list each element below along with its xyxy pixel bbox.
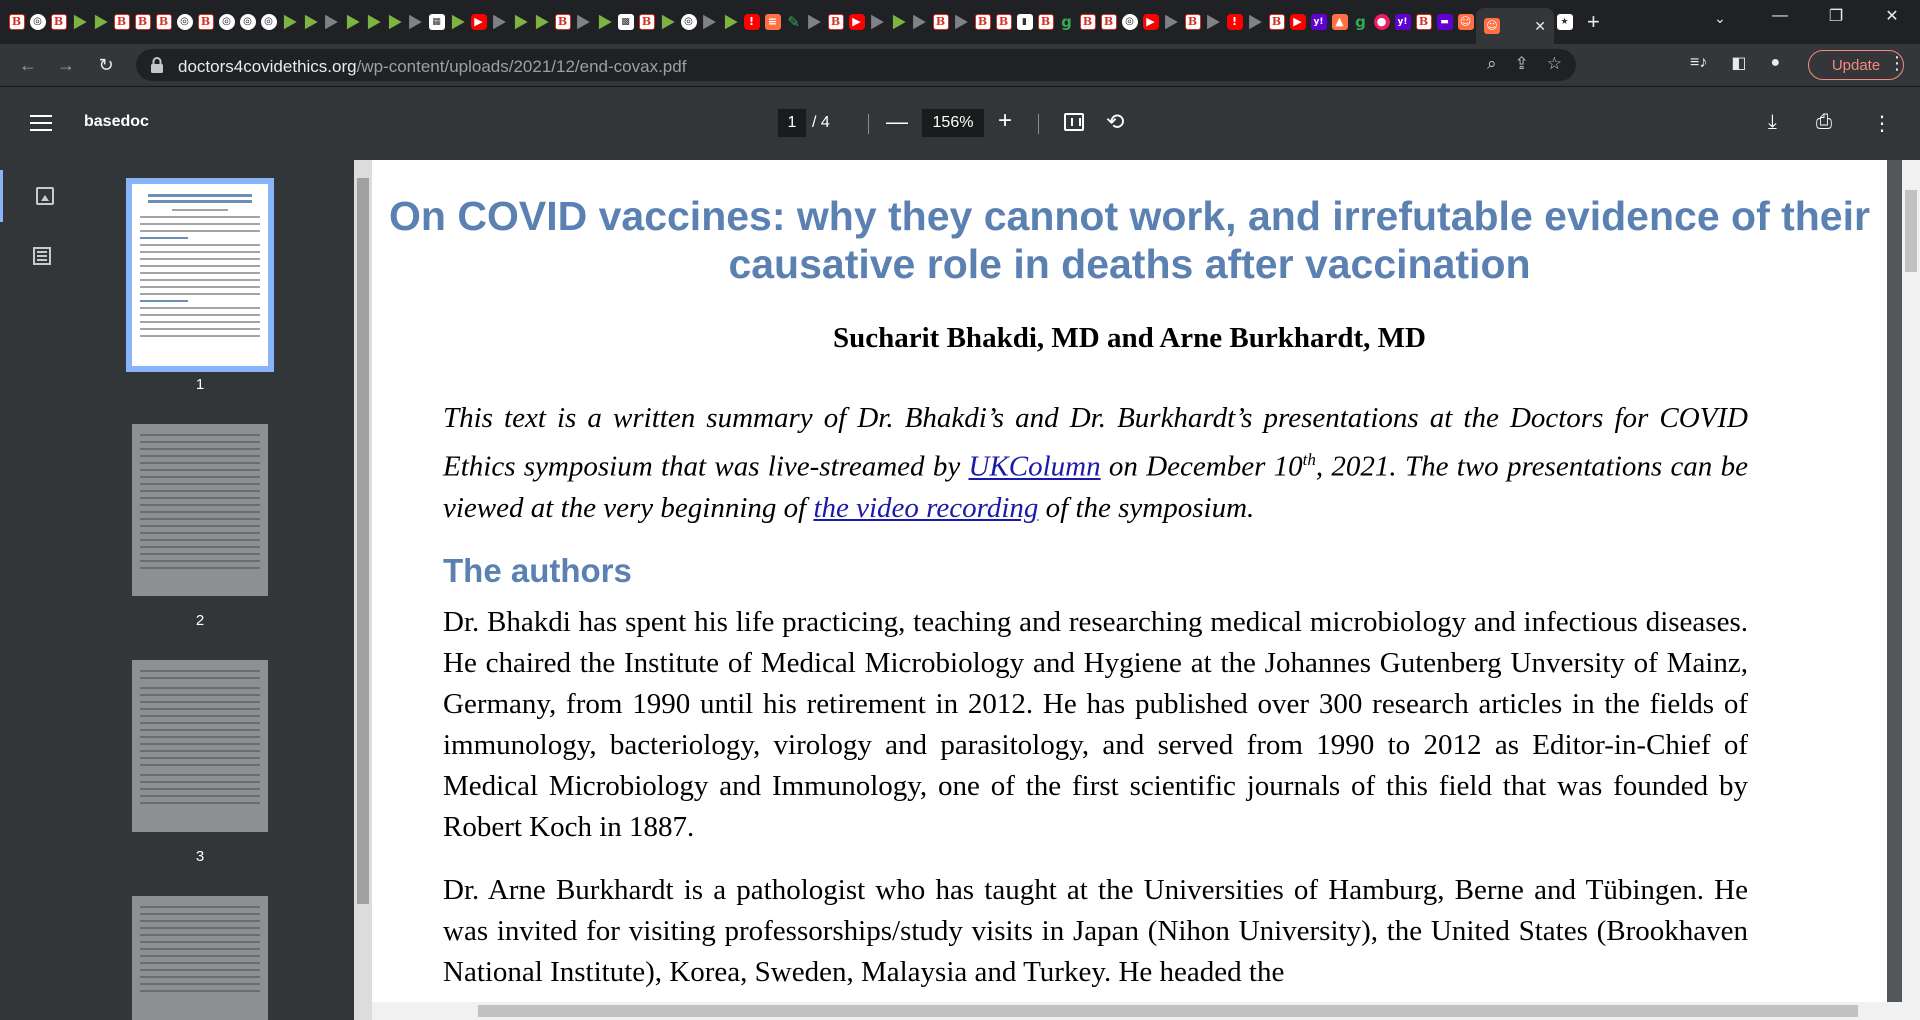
- arrow-favicon-icon: [954, 14, 970, 30]
- tab[interactable]: [48, 8, 69, 36]
- pdf-page: [372, 160, 1887, 1004]
- bitchute-favicon-icon: B: [1038, 14, 1054, 30]
- tab[interactable]: [489, 8, 510, 36]
- tab[interactable]: [1350, 8, 1371, 36]
- play-favicon-icon: [387, 14, 403, 30]
- tab[interactable]: [825, 8, 846, 36]
- scrollbar-thumb[interactable]: [357, 178, 369, 904]
- bitchute-favicon-icon: B: [555, 14, 571, 30]
- tab[interactable]: [846, 8, 867, 36]
- bitchute-favicon-icon: B: [828, 14, 844, 30]
- tab[interactable]: [132, 8, 153, 36]
- tab[interactable]: [1287, 8, 1308, 36]
- page-thumbnail[interactable]: [132, 184, 268, 366]
- close-tab-icon[interactable]: ✕: [1534, 17, 1546, 34]
- bitchute-favicon-icon: B: [975, 14, 991, 30]
- tab[interactable]: [1035, 8, 1056, 36]
- page-thumbnail[interactable]: [132, 896, 268, 1020]
- body-paragraph: Dr. Arne Burkhardt is a pathologist who has taught at the Universities of Hamburg, Berne and Tübingen. He was invited for visiting professorships/study visits in Japan (Nihon University), the United States (Brookhaven National Institute), Korea, Sweden, Malaysia and Turkey. He headed the: [443, 874, 1748, 988]
- tab[interactable]: [216, 8, 237, 36]
- bitchute-favicon-icon: B: [198, 14, 214, 30]
- rumble-favicon-icon: ◎: [261, 14, 277, 30]
- mail-favicon-icon: ▬: [1437, 14, 1453, 30]
- url-text[interactable]: [178, 57, 686, 77]
- play-favicon-icon: [891, 14, 907, 30]
- minimize-icon[interactable]: —: [1772, 7, 1788, 24]
- tab[interactable]: [657, 8, 678, 36]
- rumble-favicon-icon: ◎: [1122, 14, 1138, 30]
- tab[interactable]: [804, 8, 825, 36]
- tab[interactable]: [1245, 8, 1266, 36]
- page-thumbnail[interactable]: [132, 424, 268, 596]
- tab[interactable]: [174, 8, 195, 36]
- tab[interactable]: [1161, 8, 1182, 36]
- rumble-favicon-icon: ◎: [30, 14, 46, 30]
- yahoo-favicon-icon: y!: [1311, 14, 1327, 30]
- tab[interactable]: [1077, 8, 1098, 36]
- arrow-favicon-icon: [576, 14, 592, 30]
- browser-menu-icon[interactable]: ⋮: [1888, 53, 1906, 73]
- page-thumbnail[interactable]: [132, 660, 268, 832]
- tab[interactable]: [1392, 8, 1413, 36]
- play-favicon-icon: [282, 14, 298, 30]
- youtube-favicon-icon: !: [744, 14, 760, 30]
- tab[interactable]: [237, 8, 258, 36]
- checker-favicon-icon: ▩: [618, 14, 634, 30]
- rumble-favicon-icon: ◎: [177, 14, 193, 30]
- more-actions-icon[interactable]: ⋮: [1872, 113, 1892, 135]
- tab[interactable]: [279, 8, 300, 36]
- arrow-favicon-icon: [408, 14, 424, 30]
- thumbnail-page-number: 1: [195, 376, 205, 393]
- lock-icon: [150, 57, 164, 73]
- tab[interactable]: [90, 8, 111, 36]
- menu-icon[interactable]: [30, 115, 52, 131]
- tab[interactable]: [972, 8, 993, 36]
- play-favicon-icon: [93, 14, 109, 30]
- tab[interactable]: [195, 8, 216, 36]
- bitchute-favicon-icon: B: [156, 14, 172, 30]
- star-favicon-icon: ★: [1557, 14, 1573, 30]
- drive-favicon-icon: ▲: [1332, 14, 1348, 30]
- play-favicon-icon: [597, 14, 613, 30]
- bitchute-favicon-icon: B: [639, 14, 655, 30]
- tab[interactable]: [783, 8, 804, 36]
- play-favicon-icon: [303, 14, 319, 30]
- tab[interactable]: [699, 8, 720, 36]
- arrow-favicon-icon: [1164, 14, 1180, 30]
- arrow-favicon-icon: [702, 14, 718, 30]
- pdf-favicon-icon: ☺: [1484, 18, 1500, 34]
- scrollbar-thumb[interactable]: [1905, 190, 1917, 272]
- tab[interactable]: [1329, 8, 1350, 36]
- arrow-favicon-icon: [912, 14, 928, 30]
- profile-icon[interactable]: ●: [1770, 54, 1781, 71]
- tab[interactable]: [426, 8, 447, 36]
- youtube-favicon-icon: ▶: [471, 14, 487, 30]
- bookmark-favicon-icon: ≡: [765, 14, 781, 30]
- tab[interactable]: [1224, 8, 1245, 36]
- play-favicon-icon: [513, 14, 529, 30]
- bitchute-favicon-icon: B: [1185, 14, 1201, 30]
- left-scrollbar[interactable]: [354, 160, 372, 1020]
- active-tab[interactable]: [1476, 8, 1554, 44]
- address-bar[interactable]: [136, 49, 1576, 81]
- document-authors: Sucharit Bhakdi, MD and Arne Burkhardt, MD: [833, 322, 1426, 354]
- tab[interactable]: [552, 8, 573, 36]
- divider: [868, 114, 869, 134]
- play-favicon-icon: [660, 14, 676, 30]
- page-total: / 4: [812, 114, 830, 131]
- tab[interactable]: [1014, 8, 1035, 36]
- play-favicon-icon: [450, 14, 466, 30]
- scrollbar-thumb[interactable]: [478, 1005, 1858, 1017]
- play-favicon-icon: [723, 14, 739, 30]
- zoom-out-icon[interactable]: —: [886, 109, 908, 134]
- tab[interactable]: [951, 8, 972, 36]
- tab[interactable]: [636, 8, 657, 36]
- outline-icon: [33, 247, 51, 265]
- arrow-favicon-icon: [870, 14, 886, 30]
- ukcolumn-link[interactable]: UKColumn: [968, 450, 1101, 483]
- youtube-favicon-icon: ▶: [1143, 14, 1159, 30]
- tab[interactable]: [447, 8, 468, 36]
- tab[interactable]: [1119, 8, 1140, 36]
- bookmark-star-icon[interactable]: ☆: [1546, 54, 1562, 73]
- tab-strip: [0, 0, 1920, 44]
- doc-title: basedoc: [84, 113, 149, 130]
- tab[interactable]: [69, 8, 90, 36]
- tab[interactable]: [27, 8, 48, 36]
- play-favicon-icon: [534, 14, 550, 30]
- omnibox-actions: [1487, 54, 1562, 74]
- tab[interactable]: [888, 8, 909, 36]
- document-title: On COVID vaccines: why they cannot work, and irrefutable evidence of their causative role in deaths after vaccination: [389, 193, 1870, 287]
- reload-icon[interactable]: ↻: [98, 54, 114, 75]
- tab[interactable]: [930, 8, 951, 36]
- pencil-favicon-icon: ✎: [787, 13, 800, 31]
- thumbnails-tab[interactable]: [0, 170, 87, 222]
- g-favicon-icon: g: [1061, 13, 1072, 31]
- tab[interactable]: [615, 8, 636, 36]
- tab[interactable]: [1455, 8, 1476, 36]
- tab-search-icon[interactable]: ⌄: [1714, 9, 1726, 26]
- tab[interactable]: [993, 8, 1014, 36]
- download-icon[interactable]: ⤓: [1768, 111, 1777, 133]
- close-window-icon[interactable]: ✕: [1885, 8, 1899, 25]
- globe-favicon-icon: ●: [1374, 14, 1390, 30]
- tab[interactable]: [573, 8, 594, 36]
- arrow-favicon-icon: [1206, 14, 1222, 30]
- media-icon[interactable]: ≡♪: [1690, 54, 1708, 71]
- section-heading: The authors: [443, 552, 632, 589]
- rotate-icon[interactable]: ⟲: [1106, 109, 1125, 134]
- thumbnail-sidebar: [0, 160, 354, 1020]
- zoom-icon[interactable]: ⌕: [1486, 54, 1497, 73]
- intro-paragraph: [443, 398, 1748, 529]
- tab[interactable]: [1266, 8, 1287, 36]
- side-panel-icon[interactable]: ◧: [1731, 55, 1747, 72]
- tab[interactable]: [153, 8, 174, 36]
- tab[interactable]: [1182, 8, 1203, 36]
- body-paragraph: Dr. Bhakdi has spent his life practicing, teaching and researching medical microbiology and infectious diseases. He chaired the Institute of Medical Microbiology and Hygiene at the Johannes Gutenberg Unversity of Mainz, Germany, from 1990 until his retirement in 2012. He has published over 300 research articles in the fields of immunology, bacteriology, virology and parasitology, and served from 1990 to 2012 as Editor-in-Chief of Medical Microbiology and Immunology, one of the first scientific journals of this field that was founded by Robert Koch in 1887.: [443, 606, 1748, 843]
- update-button[interactable]: Update: [1808, 50, 1904, 80]
- tab[interactable]: [720, 8, 741, 36]
- tab[interactable]: [321, 8, 342, 36]
- new-tab-button[interactable]: +: [1587, 9, 1600, 34]
- play-favicon-icon: [366, 14, 382, 30]
- bitchute-favicon-icon: B: [1416, 14, 1432, 30]
- bitchute-favicon-icon: B: [1101, 14, 1117, 30]
- tab[interactable]: [1203, 8, 1224, 36]
- tab[interactable]: [1554, 8, 1575, 36]
- tab[interactable]: [1140, 8, 1161, 36]
- tab[interactable]: [258, 8, 279, 36]
- intro-text: , 2021. The two presentations can be viewed at the very beginning of: [443, 450, 1748, 524]
- tab[interactable]: [531, 8, 552, 36]
- page-number-input[interactable]: 1: [778, 109, 806, 137]
- thumbnail-page-number: 3: [195, 848, 205, 865]
- toolbar-right: [1690, 53, 1780, 73]
- bitchute-favicon-icon: B: [51, 14, 67, 30]
- news-favicon-icon: ▦: [429, 14, 445, 30]
- tab[interactable]: [510, 8, 531, 36]
- tab[interactable]: [867, 8, 888, 36]
- rumble-favicon-icon: ◎: [681, 14, 697, 30]
- tab-list: [6, 8, 1600, 36]
- back-icon[interactable]: ←: [19, 54, 37, 75]
- zoom-input[interactable]: 156%: [922, 109, 984, 137]
- tab[interactable]: [111, 8, 132, 36]
- tab[interactable]: [909, 8, 930, 36]
- intro-superscript: th: [1302, 450, 1316, 469]
- phone-favicon-icon: ▮: [1017, 14, 1033, 30]
- tab[interactable]: [300, 8, 321, 36]
- vertical-scrollbar[interactable]: [1902, 160, 1920, 1020]
- bitchute-favicon-icon: B: [1080, 14, 1096, 30]
- thumbnails-icon: [36, 187, 54, 205]
- print-icon[interactable]: ⎙: [1816, 111, 1832, 133]
- outline-tab[interactable]: [0, 230, 84, 282]
- tab[interactable]: [1371, 8, 1392, 36]
- tab[interactable]: [1308, 8, 1329, 36]
- tab[interactable]: [1098, 8, 1119, 36]
- thumbnail-page-number: 2: [195, 612, 205, 629]
- arrow-favicon-icon: [324, 14, 340, 30]
- youtube-favicon-icon: ▶: [849, 14, 865, 30]
- youtube-favicon-icon: !: [1227, 14, 1243, 30]
- restore-icon[interactable]: ❐: [1828, 8, 1844, 25]
- rumble-favicon-icon: ◎: [219, 14, 235, 30]
- bitchute-favicon-icon: B: [9, 14, 25, 30]
- tab[interactable]: [762, 8, 783, 36]
- tab[interactable]: [384, 8, 405, 36]
- arrow-favicon-icon: [1248, 14, 1264, 30]
- window-controls: [1752, 0, 1920, 32]
- tab[interactable]: [468, 8, 489, 36]
- youtube-favicon-icon: ▶: [1290, 14, 1306, 30]
- tab[interactable]: [363, 8, 384, 36]
- pdf-viewer: [354, 160, 1920, 1020]
- url-host: doctors4covidethics.org: [178, 57, 357, 76]
- tab[interactable]: [1434, 8, 1455, 36]
- bitchute-favicon-icon: B: [1269, 14, 1285, 30]
- tab[interactable]: [594, 8, 615, 36]
- bitchute-favicon-icon: B: [996, 14, 1012, 30]
- intro-text: of the symposium.: [1038, 491, 1255, 524]
- share-icon[interactable]: ⇪: [1514, 54, 1529, 73]
- browser-toolbar: [0, 44, 1920, 87]
- horizontal-scrollbar[interactable]: [372, 1002, 1902, 1020]
- url-path: /wp-content/uploads/2021/12/end-covax.pdf: [356, 57, 687, 76]
- tab[interactable]: [1413, 8, 1434, 36]
- intro-text: This text is a written summary of Dr. Bhakdi’s and Dr. Burkhardt’s presentations at the Doctors for COVID Ethics symposium that was live-streamed by: [443, 402, 1748, 483]
- yahoo-favicon-icon: y!: [1395, 14, 1411, 30]
- rumble-favicon-icon: ◎: [240, 14, 256, 30]
- bitchute-favicon-icon: B: [933, 14, 949, 30]
- fit-page-icon[interactable]: [1064, 113, 1084, 131]
- intro-text: on December 10: [1100, 450, 1303, 483]
- tab[interactable]: [405, 8, 426, 36]
- tab[interactable]: [6, 8, 27, 36]
- bitchute-favicon-icon: B: [135, 14, 151, 30]
- forward-icon[interactable]: →: [57, 54, 75, 75]
- divider: [1038, 114, 1039, 134]
- play-favicon-icon: [72, 14, 88, 30]
- pdf-toolbar: [0, 87, 1920, 160]
- avatar-favicon-icon: ☺: [1458, 14, 1474, 30]
- tab[interactable]: [741, 8, 762, 36]
- arrow-favicon-icon: [492, 14, 508, 30]
- play-favicon-icon: [345, 14, 361, 30]
- tab[interactable]: [1056, 8, 1077, 36]
- video-recording-link[interactable]: the video recording: [813, 491, 1039, 524]
- tab[interactable]: [342, 8, 363, 36]
- arrow-favicon-icon: [807, 14, 823, 30]
- g-favicon-icon: g: [1355, 13, 1366, 31]
- tab[interactable]: [678, 8, 699, 36]
- zoom-in-icon[interactable]: +: [998, 107, 1013, 134]
- bitchute-favicon-icon: B: [114, 14, 130, 30]
